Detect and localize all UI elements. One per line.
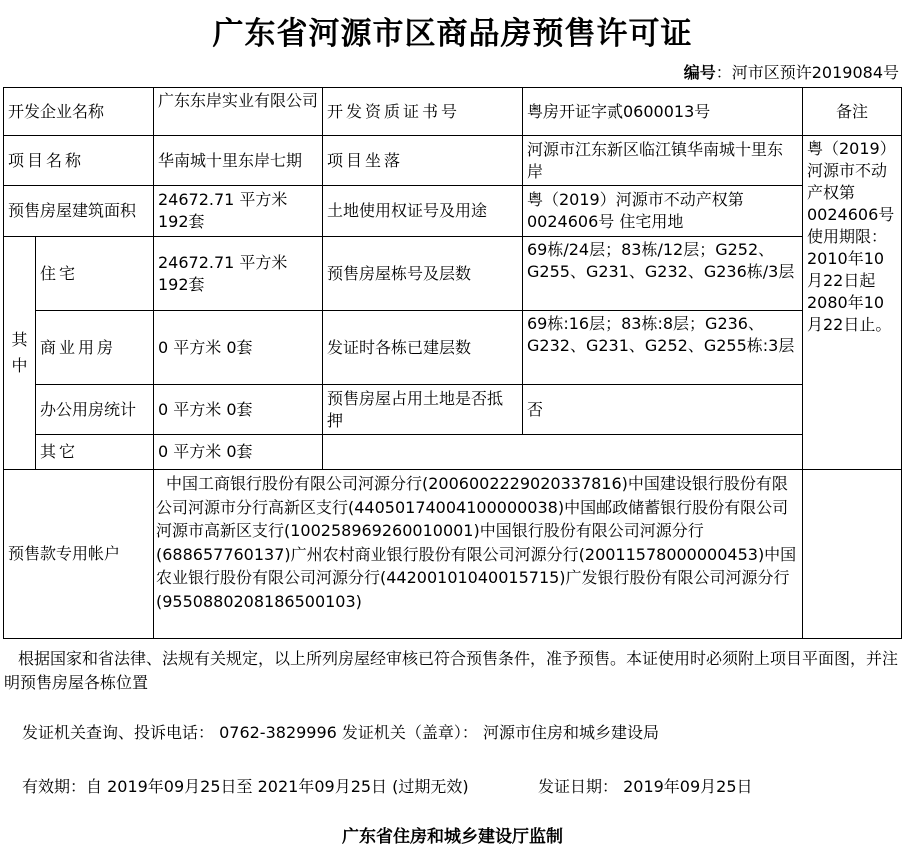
- qizhong-label: 其中: [3, 236, 36, 470]
- mortgage-label: 预售房屋占用土地是否抵押: [322, 384, 523, 435]
- commercial-value: 0 平方米 0套: [153, 310, 323, 385]
- qualification-label: 开发资质证书号: [322, 87, 523, 136]
- supervisor-line: 广东省住房和城乡建设厅监制: [342, 827, 563, 847]
- buildings-label: 预售房屋栋号及层数: [322, 236, 523, 311]
- empty-cell: [322, 434, 803, 470]
- project-name-label: 项目名称: [3, 135, 154, 186]
- remark-label: 备注: [802, 87, 902, 136]
- presale-area-label: 预售房屋建筑面积: [3, 185, 154, 237]
- office-value: 0 平方米 0套: [153, 384, 323, 435]
- project-name-value: 华南城十里东岸七期: [153, 135, 323, 186]
- other-label: 其它: [35, 434, 154, 470]
- validity: 有效期：自 2019年09月25日至 2021年09月25日 (过期无效): [22, 777, 469, 796]
- developer-value: 广东东岸实业有限公司: [153, 87, 323, 136]
- account-label: 预售款专用帐户: [3, 469, 154, 639]
- mortgage-value: 否: [522, 384, 803, 435]
- page-title: 广东省河源市区商品房预售许可证: [212, 16, 693, 52]
- residential-value: 24672.71 平方米 192套: [153, 236, 323, 311]
- account-remark-cell: [802, 469, 902, 639]
- built-floors-label: 发证时各栋已建层数: [322, 310, 523, 385]
- commercial-label: 商业用房: [35, 310, 154, 385]
- qualification-value: 粤房开证字贰0600013号: [522, 87, 803, 136]
- developer-label: 开发企业名称: [3, 87, 154, 136]
- certificate-number-label: 编号: [683, 63, 716, 82]
- remark-value: 粤（2019）河源市不动产权第0024606号使用期限：2010年10月22日起2080年10月22日止。: [802, 135, 902, 470]
- land-certificate-value: 粤（2019）河源市不动产权第0024606号 住宅用地: [522, 185, 803, 237]
- built-floors-value: 69栋:16层；83栋:8层；G236、G232、G231、G252、G255栋:3层: [522, 310, 803, 385]
- certificate-number: [684, 60, 899, 83]
- certificate-number-value: ：河市区预许2019084号: [715, 63, 899, 82]
- project-location-label: 项目坐落: [322, 135, 523, 186]
- office-label: 办公用房统计: [35, 384, 154, 435]
- issue-date: 发证日期： 2019年09月25日: [538, 777, 753, 796]
- residential-label: 住宅: [35, 236, 154, 311]
- project-location-value: 河源市江东新区临江镇华南城十里东岸: [522, 135, 803, 186]
- contact-line: 发证机关查询、投诉电话： 0762-3829996 发证机关（盖章）： 河源市住房和城乡建设局: [22, 723, 660, 742]
- other-value: 0 平方米 0套: [153, 434, 323, 470]
- account-value: 中国工商银行股份有限公司河源分行(2006002229020337816)中国建设银行股份有限公司河源市分行高新区支行(44050174004100000038)中国邮政储蓄银行股份有限公司河源市高新区支行(100258969260010001)中国银行股份有限公司河源分行(688657760137)广州农村商业银行股份有限公司河源分行(20011578000000453)中国农业银行股份有限公司河源分行(44200101040015715)广发银行股份有限公司河源分行(9550880208186500103): [153, 469, 803, 639]
- buildings-value: 69栋/24层；83栋/12层；G252、G255、G231、G232、G236栋/3层: [522, 236, 803, 311]
- land-certificate-label: 土地使用权证号及用途: [322, 185, 523, 237]
- statement: 根据国家和省法律、法规有关规定，以上所列房屋经审核已符合预售条件，准予预售。本证使用时必须附上项目平面图，并注明预售房屋各栋位置: [4, 649, 899, 692]
- presale-area-value: 24672.71 平方米 192套: [153, 185, 323, 237]
